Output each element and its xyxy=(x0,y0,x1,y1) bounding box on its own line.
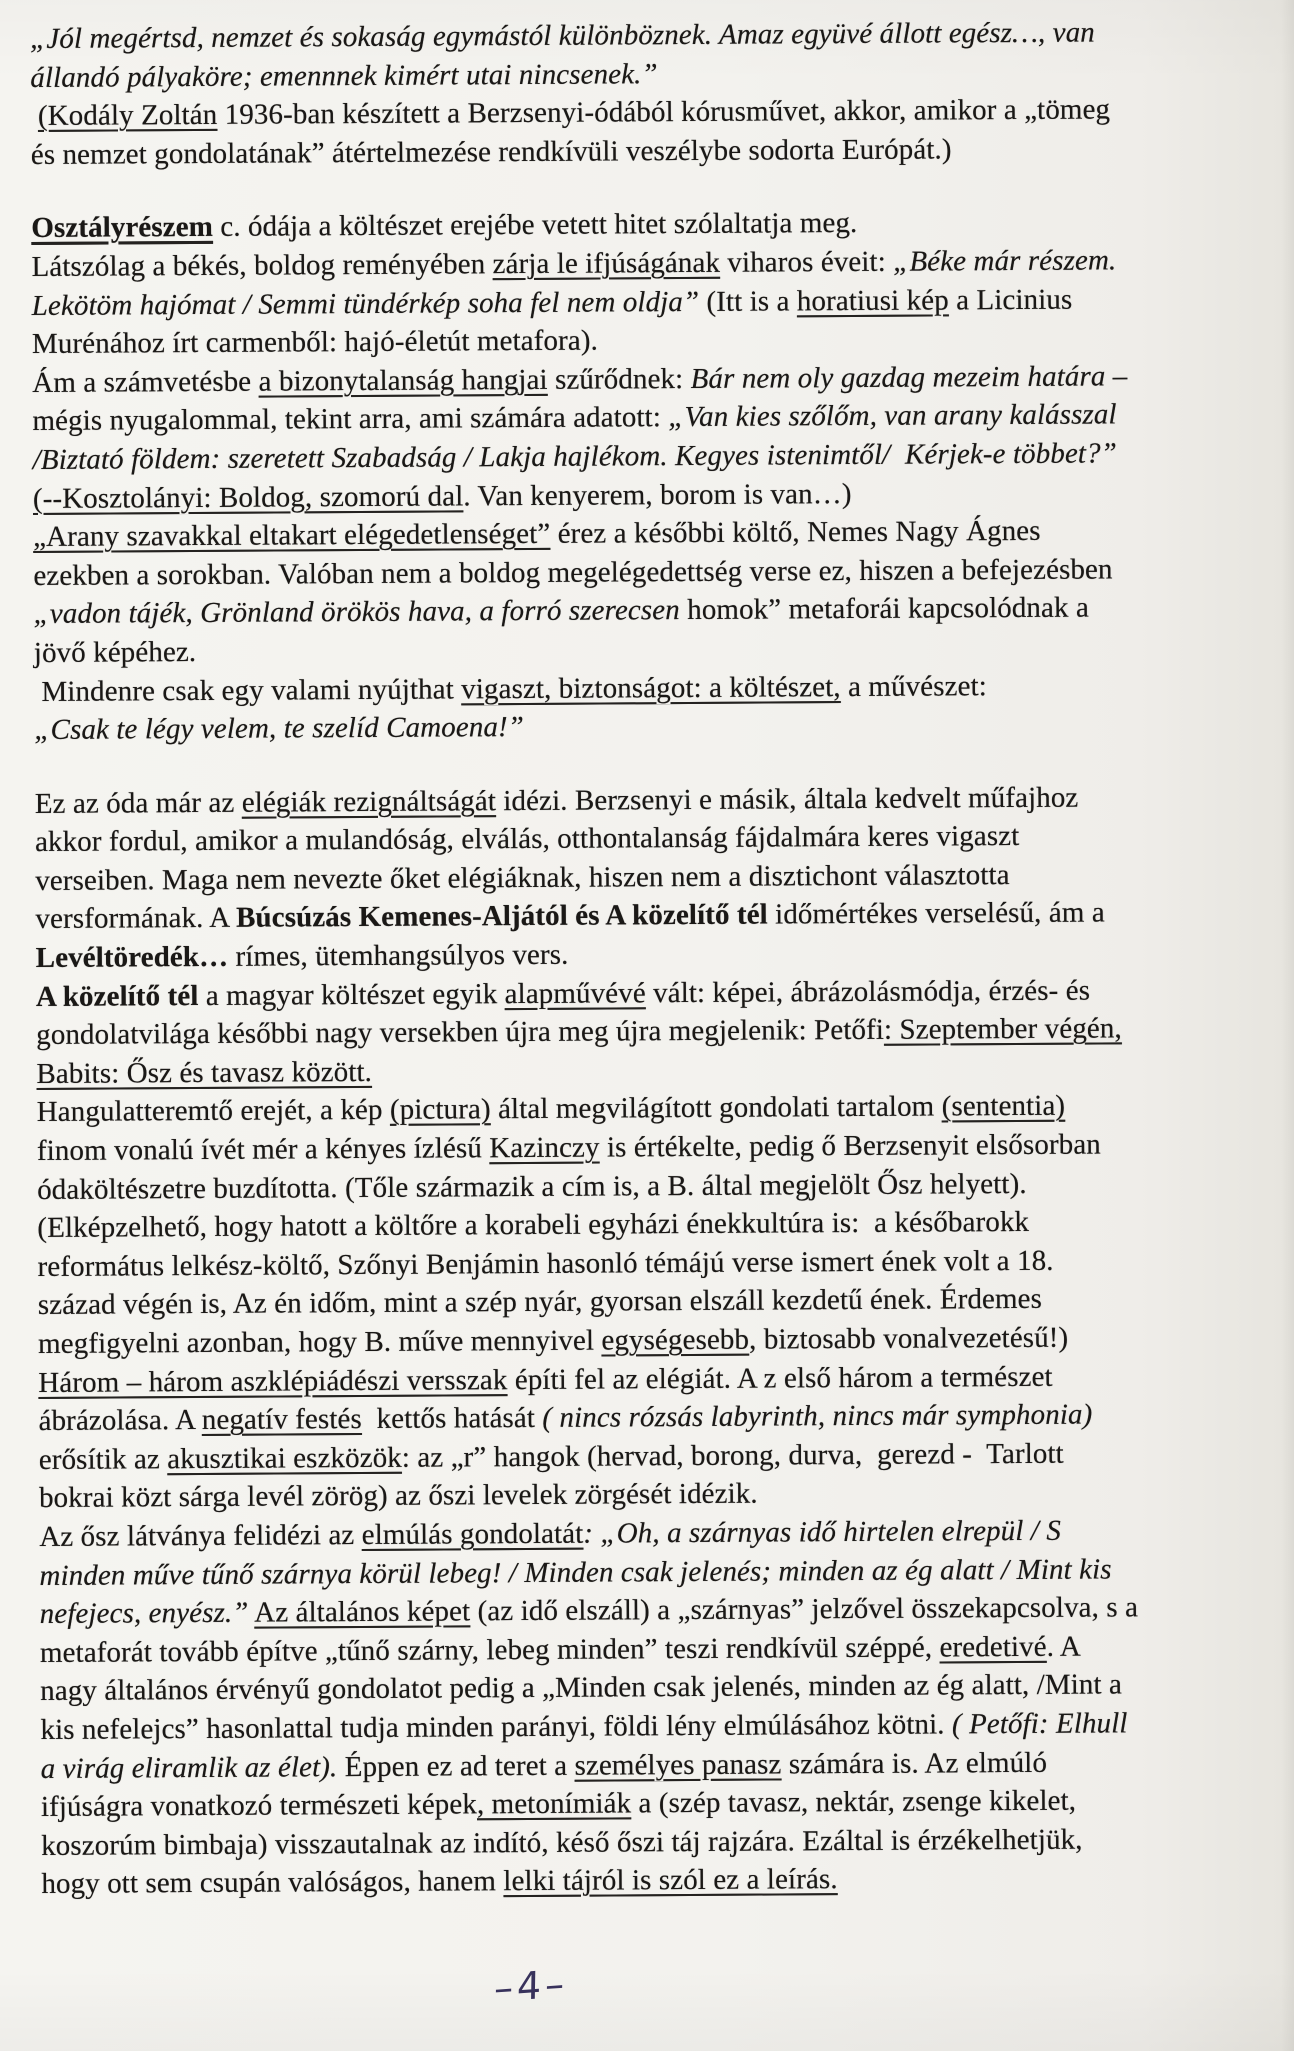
text-segment: ( Petőfi: Elhull xyxy=(951,1707,1128,1741)
text-segment: nagy általános érvényű gondolatot pedig a „Minden csak jelenés, minden az ég alatt, /Mint a xyxy=(40,1668,1123,1708)
text-segment: Búcsúzás Kemenes-Aljától és A közelítő tél xyxy=(235,898,768,935)
text-segment: alapművévé xyxy=(504,976,646,1010)
text-segment: Látszólag a békés, boldog reményében xyxy=(31,248,493,283)
text-segment: rímes, ütemhangsúlyos vers. xyxy=(228,938,569,973)
text-segment: metaforát tovább építve „tűnő szárny, lebeg minden” teszi rendkívül széppé, xyxy=(39,1631,940,1669)
text-segment: horatiusi kép xyxy=(796,283,949,317)
text-segment: : Szeptember végén, xyxy=(883,1012,1122,1047)
text-segment: a virág eliramlik az élet). xyxy=(40,1750,338,1785)
text-segment: c. ódája a költészet erejébe vetett hitet szólaltatja meg. xyxy=(212,207,858,244)
text-segment: Három – három aszklépiádészi versszak xyxy=(38,1363,508,1399)
text-segment: és nemzet gondolatának” átértelmezése rendkívüli veszélybe sodorta Európát.) xyxy=(30,133,952,171)
text-segment: negatív festés xyxy=(201,1403,362,1437)
text-segment: Lekötöm hajómat / Semmi tündérkép soha fel nem oldja” xyxy=(31,285,700,322)
text-segment: idézi. Berzsenyi e másik, általa kedvelt műfajhoz xyxy=(495,781,1079,817)
text-segment: a Licinius xyxy=(948,283,1073,316)
text-segment: bokrai közt sárga levél zörög) az őszi levelek zörgését idézik. xyxy=(38,1477,758,1515)
document-lines xyxy=(30,13,1265,1904)
text-segment: érez a későbbi költő, Nemes Nagy Ágnes xyxy=(550,514,1041,550)
text-segment: elégiák rezignáltságát xyxy=(241,784,497,819)
text-segment: Ám a számvetésbe xyxy=(32,365,259,399)
text-segment: mégis nyugalommal, tekint arra, ami számára adatott: xyxy=(32,401,669,438)
text-segment: zárja le ifjúságának xyxy=(492,246,721,281)
text-line xyxy=(35,893,1259,939)
text-line xyxy=(34,588,1258,634)
text-segment: a (szép tavasz, nektár, zsenge kikelet, xyxy=(631,1784,1077,1820)
text-segment: (pictura) xyxy=(389,1093,491,1127)
text-segment: „Arany szavakkal eltakart elégedetlenséget” xyxy=(33,517,551,554)
text-segment: Az ősz látványa felidézi az xyxy=(39,1518,362,1553)
text-segment: „Oh, a szárnyas idő hirtelen elrepül / S xyxy=(600,1514,1062,1550)
text-segment: (Elképzelhető, hogy hatott a költőre a korabeli egyházi énekkultúra is: a későbarokk xyxy=(37,1206,1030,1245)
text-line xyxy=(33,433,1257,479)
text-segment: időmértékes verselésű, ám a xyxy=(767,896,1105,931)
text-segment: a bizonytalanság hangjai xyxy=(258,363,548,398)
text-segment: ezekben a sorokban. Valóban nem a boldog megelégedettség verse ez, hiszen a befejezésben xyxy=(33,553,1113,592)
text-segment: Murénához írt carmenből: hajó-életút metafora). xyxy=(31,324,599,361)
text-segment: erősítik az xyxy=(38,1442,168,1476)
text-segment: „Jól megértsd, nemzet és sokaság egymástól különböznek. Amaz együvé állott egész…, van xyxy=(30,16,1095,55)
text-segment: állandó pályaköre; emennnek kimért utai nincsenek.” xyxy=(30,57,658,94)
text-segment: akusztikai eszközök xyxy=(167,1441,402,1475)
text-line xyxy=(41,1858,1265,1904)
text-segment: metaforái kapcsolódnak a xyxy=(781,591,1089,626)
text-line xyxy=(37,1125,1261,1171)
text-segment: század végén is, Az én időm, mint a szép nyár, gyorsan elszáll kezdetű ének. Érdemes xyxy=(37,1283,1043,1322)
text-segment: Hangulatteremtő erejét, a kép xyxy=(36,1094,391,1129)
text-segment: „Van kies szőlőm, van arany kalásszal xyxy=(668,398,1117,434)
text-segment: megfigyelni azonban, hogy B. műve mennyivel xyxy=(37,1324,602,1360)
text-segment: . Van kenyerem, borom is van…) xyxy=(463,477,852,512)
handwritten-page-number: –4– xyxy=(493,1961,569,2011)
text-segment: „vadon tájék, Grönland örökös hava, a forró szerecsen xyxy=(33,594,688,631)
text-line xyxy=(40,1703,1264,1749)
text-segment: Ez az óda már az xyxy=(34,786,242,820)
text-segment: „Béke már részem. xyxy=(893,244,1117,278)
text-segment: személyes panasz xyxy=(574,1747,782,1782)
text-segment: „Csak te légy velem, te szelíd Camoena!” xyxy=(34,711,525,747)
text-line xyxy=(30,13,1254,59)
text-line xyxy=(32,279,1256,325)
text-line xyxy=(35,777,1259,823)
text-segment: Babits: Ősz és tavasz között. xyxy=(36,1055,373,1090)
text-segment: a magyar költészet egyik xyxy=(198,977,505,1012)
text-segment: ( nincs rózsás labyrinth, nincs már symphonia) xyxy=(542,1398,1093,1435)
text-segment: . A xyxy=(1046,1630,1081,1663)
text-segment: kettős hatását xyxy=(361,1402,543,1436)
text-segment: Kazinczy xyxy=(489,1131,600,1165)
text-line xyxy=(41,1819,1265,1865)
text-segment: : xyxy=(583,1517,601,1550)
text-line xyxy=(36,1009,1260,1055)
text-segment: lelki tájról is szól ez a leírás. xyxy=(503,1863,838,1898)
text-segment: /Biztató földem: szeretett Szabadság / Lakja hajlékom. Kegyes istenimtől/ Kérjek-e többet?” xyxy=(32,437,1117,476)
text-segment: koszorúm bimbaja) visszautalnak az indító, késő őszi táj rajzára. Ezáltal is érzékelhetjük, xyxy=(41,1823,1083,1862)
text-line xyxy=(38,1395,1262,1441)
text-segment: Éppen ez ad teret a xyxy=(337,1749,575,1783)
text-segment: verseiben. Maga nem nevezte őket elégiáknak, hiszen nem a disztichont választotta xyxy=(35,858,1010,897)
text-segment: , metonímiák xyxy=(476,1787,632,1821)
text-segment: építi fel az elégiát. A z első három a természet xyxy=(507,1360,1053,1396)
text-segment: A közelítő tél xyxy=(35,979,199,1013)
text-segment: (Itt is a xyxy=(699,284,797,318)
text-segment: (--Kosztolányi: Boldog, szomorú dal xyxy=(32,479,464,515)
text-segment: is értékelte, pedig ő Berzsenyit elsősorban xyxy=(599,1128,1101,1164)
text-segment: Levéltöredék… xyxy=(35,940,229,975)
text-segment: versformának. A xyxy=(35,902,237,936)
text-segment: gondolatvilága későbbi nagy versekben újra meg újra megjelenik: Petőfi xyxy=(36,1014,885,1052)
text-segment: finom vonalú ívét mér a kényes ízlésű xyxy=(36,1132,490,1168)
text-segment: minden műve tűnő szárnya körül lebeg! / Minden csak jelenés; minden az ég alatt / Mint kis xyxy=(39,1552,1112,1592)
text-segment: Bár nem oly gazdag mezeim határa – xyxy=(690,360,1128,395)
text-segment: (sententia) xyxy=(941,1090,1066,1123)
text-segment: viharos éveit: xyxy=(719,245,894,279)
text-segment: vigaszt, biztonságot: a költészet, xyxy=(461,670,841,705)
text-segment: ódaköltészetre buzdította. (Tőle származik a cím is, a B. által megjelölt Ősz helyett). xyxy=(37,1167,1027,1206)
text-segment: (az idő elszáll) a „szárnyas” jelzővel összekapcsolva, s a xyxy=(470,1591,1139,1628)
text-segment: eredetivé xyxy=(939,1630,1047,1664)
text-segment: , biztosabb vonalvezetésű!) xyxy=(748,1321,1069,1356)
text-segment: 1936-ban készített a Berzsenyi-ódából kórusművet, akkor, amikor a „tömeg xyxy=(217,93,1111,132)
text-segment: (Kodály Zoltán xyxy=(37,99,218,133)
text-segment: Mindenre csak egy valami nyújthat xyxy=(34,672,462,708)
text-segment: Az általános képet xyxy=(254,1595,471,1629)
text-segment: ifjúságra vonatkozó természeti képek xyxy=(40,1788,478,1824)
text-segment: szűrődnek: xyxy=(547,362,691,396)
text-segment: : az „r” hangok (hervad, borong, durva, gerezd - Tarlott xyxy=(401,1437,1064,1474)
text-segment: akkor fordul, amikor a mulandóság, elválás, otthontalanság fájdalmára keres vigaszt xyxy=(34,820,1020,859)
text-line xyxy=(30,90,1254,136)
text-segment: által megvilágított gondolati tartalom xyxy=(490,1090,942,1126)
text-segment: nefejecs, enyész.” xyxy=(39,1596,249,1631)
text-segment: vált: képei, ábrázolásmódja, érzés- és xyxy=(645,974,1091,1009)
text-segment: a művészet: xyxy=(840,669,987,703)
text-segment: homok” xyxy=(687,593,782,627)
text-segment: Osztályrészem xyxy=(31,211,214,245)
text-segment: kis nefelejcs” hasonlattal tudja minden parányi, földi lény elmúlásához kötni. xyxy=(40,1708,953,1746)
text-segment: elmúlás gondolatát xyxy=(361,1517,584,1551)
text-segment: református lelkész-költő, Szőnyi Benjámin hasonló témájú verse ismert ének volt a 18. xyxy=(37,1244,1054,1283)
text-segment: ábrázolása. A xyxy=(38,1404,202,1438)
text-segment: jövő képéhez. xyxy=(33,635,197,669)
text-segment: egységesebb xyxy=(601,1323,750,1357)
text-segment: számára is. Az elmúló xyxy=(781,1746,1048,1780)
text-segment: hogy ott sem csupán valóságos, hanem xyxy=(41,1865,504,1901)
